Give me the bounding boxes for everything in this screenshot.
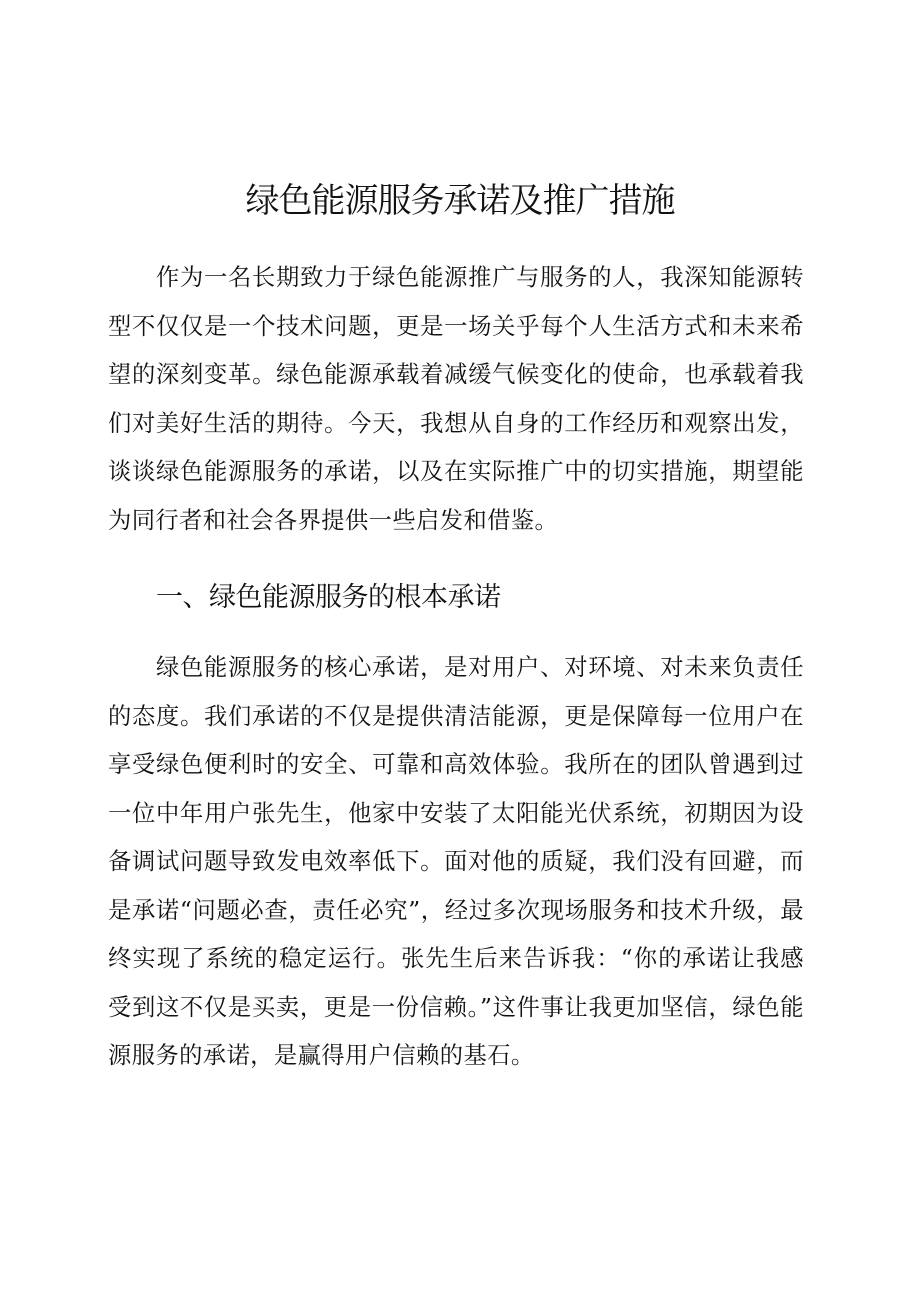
document-title: 绿色能源服务承诺及推广措施	[245, 181, 675, 221]
section-heading: 一、绿色能源服务的根本承诺	[156, 582, 501, 613]
intro-paragraph: 作为一名长期致力于绿色能源推广与服务的人，我深知能源转型不仅仅是一个技术问题，更是一场关乎每个人生活方式和未来希望的深刻变革。绿色能源承载着减缓气候变化的使命，也承载着我们对美好生活的期待。今天，我想从自身的工作经历和观察出发，谈谈绿色能源服务的承诺，以及在实际推广中的切实措施，期望能为同行者和社会各界提供一些启发和借鉴。	[108, 264, 804, 534]
section-paragraph: 绿色能源服务的核心承诺，是对用户、对环境、对未来负责任的态度。我们承诺的不仅是提供清洁能源，更是保障每一位用户在享受绿色便利时的安全、可靠和高效体验。我所在的团队曾遇到过一位中年用户张先生，他家中安装了太阳能光伏系统，初期因为设备调试问题导致发电效率低下。面对他的质疑，我们没有回避，而是承诺“问题必查，责任必究”，经过多次现场服务和技术升级，最终实现了系统的稳定运行。张先生后来告诉我：“你的承诺让我感受到这不仅是买卖，更是一份信赖。”这件事让我更加坚信，绿色能源服务的承诺，是赢得用户信赖的基石。	[108, 654, 804, 1069]
